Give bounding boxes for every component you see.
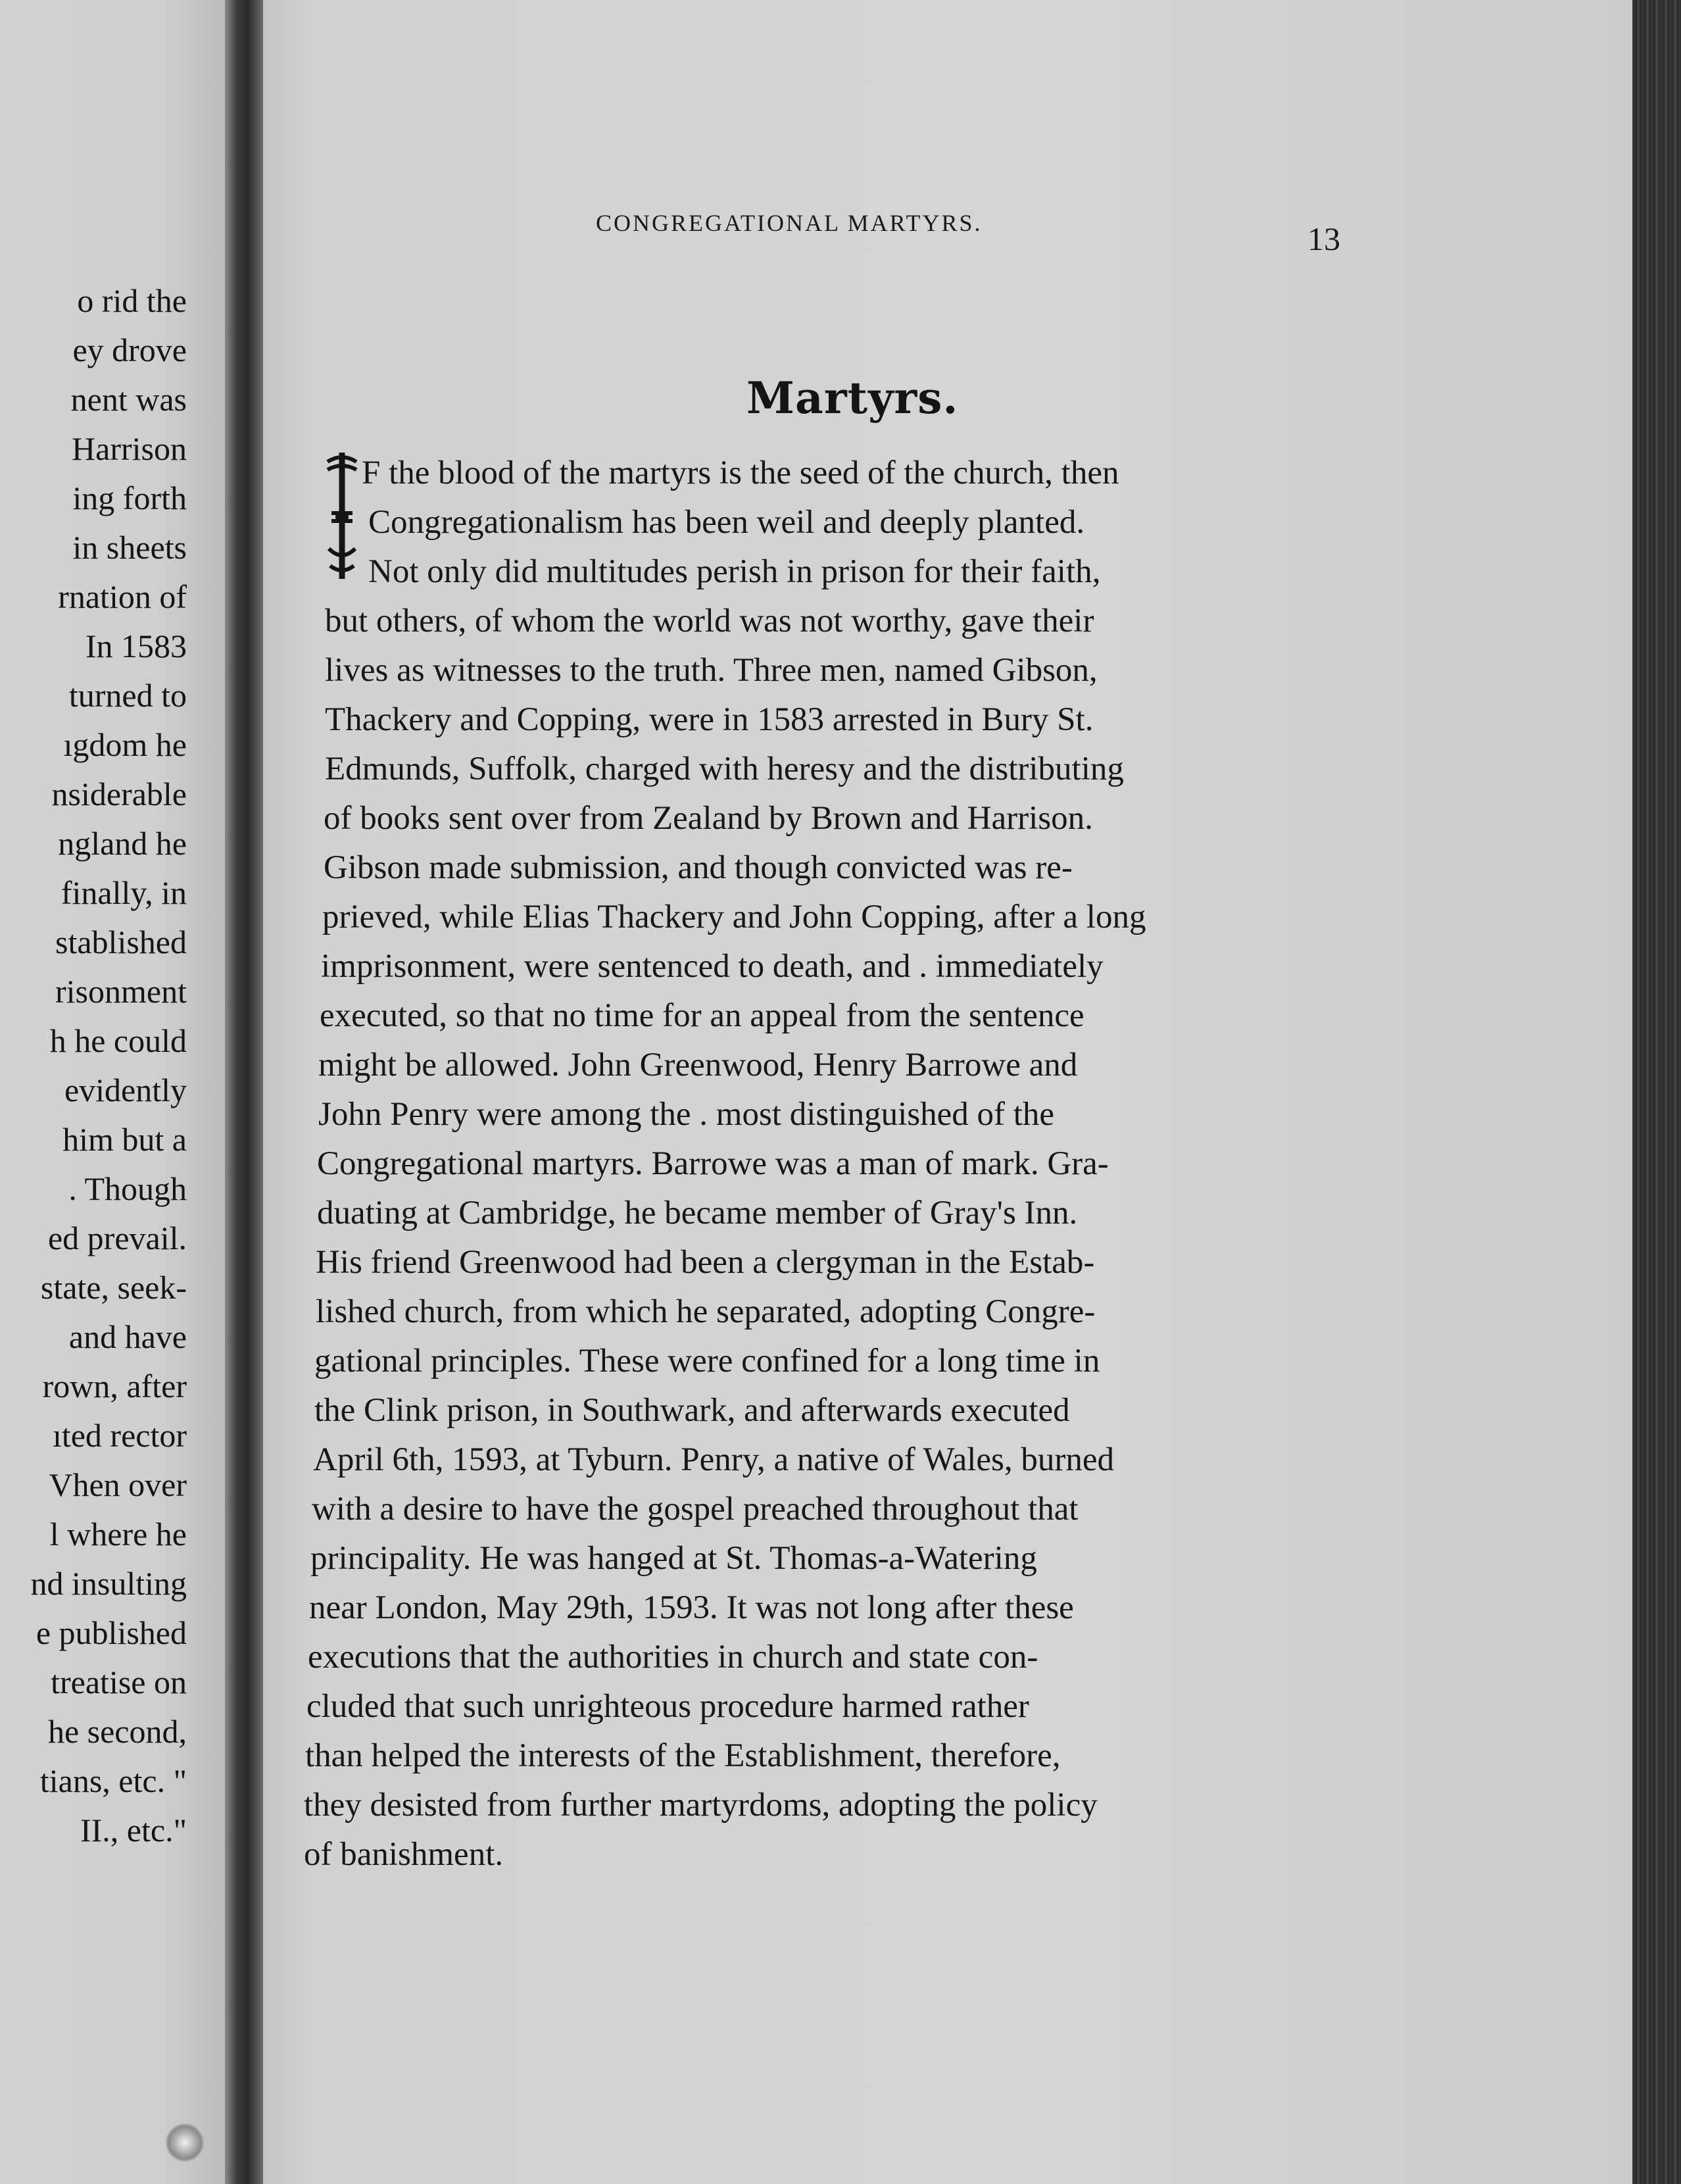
body-line: Congregational martyrs. Barrowe was a man of mark. Gra-	[317, 1145, 1109, 1182]
left-page-line: Vhen over	[49, 1466, 187, 1503]
left-page	[0, 0, 225, 2184]
left-page-line: h he could	[49, 1022, 187, 1059]
left-page-line: l where he	[49, 1516, 187, 1552]
body-line: but others, of whom the world was not worthy, gave their	[325, 603, 1094, 639]
body-line: of books sent over from Zealand by Brown and Harrison.	[324, 800, 1093, 837]
body-line: Gibson made submission, and though convicted was re-	[324, 849, 1073, 886]
left-page-line: nd insulting	[30, 1565, 187, 1602]
left-page-line: ey drove	[72, 332, 187, 368]
left-page-line: ıted rector	[52, 1417, 187, 1454]
body-line: F the blood of the martyrs is the seed of the church, then	[362, 455, 1119, 491]
body-line: cluded that such unrighteous procedure harmed rather	[306, 1688, 1029, 1725]
body-line: Edmunds, Suffolk, charged with heresy and the distributing	[325, 751, 1124, 787]
body-line: than helped the interests of the Establishment, therefore,	[305, 1737, 1061, 1774]
book-gutter	[225, 0, 263, 2184]
body-line: April 6th, 1593, at Tyburn. Penry, a native of Wales, burned	[313, 1441, 1114, 1478]
left-page-line: nsiderable	[51, 776, 187, 812]
left-page-line: and have	[68, 1318, 187, 1355]
ornamental-drop-cap-i-icon	[322, 450, 362, 582]
page-number: 13	[1307, 220, 1340, 257]
left-page-line: him but a	[62, 1121, 187, 1158]
left-page-line: ngland he	[58, 825, 187, 862]
left-page-line: . Though	[68, 1170, 187, 1207]
running-head: CONGREGATIONAL MARTYRS.	[596, 210, 983, 236]
left-page-line: tians, etc. "	[39, 1762, 187, 1799]
left-page-line: rown, after	[42, 1368, 187, 1404]
body-line: might be allowed. John Greenwood, Henry Barrowe and	[318, 1047, 1078, 1083]
body-line: prieved, while Elias Thackery and John Copping, after a long	[322, 899, 1146, 935]
left-page-line: turned to	[68, 677, 187, 714]
body-line: near London, May 29th, 1593. It was not long after these	[309, 1589, 1074, 1626]
left-page-line: Harrison	[72, 430, 187, 467]
body-line: the Clink prison, in Southwark, and afterwards executed	[314, 1392, 1070, 1429]
body-line: of banishment.	[304, 1836, 504, 1873]
left-page-line: o rid the	[77, 282, 187, 319]
left-page-line: treatise on	[51, 1664, 187, 1700]
body-line: executed, so that no time for an appeal from the sentence	[320, 997, 1084, 1034]
left-page-line: in sheets	[72, 529, 187, 566]
body-line: imprisonment, were sentenced to death, and . immediately	[321, 948, 1104, 985]
left-page-line: state, seek-	[40, 1269, 187, 1306]
body-line: lives as witnesses to the truth. Three men, named Gibson,	[325, 652, 1098, 689]
body-line: gational principles. These were confined for a long time in	[314, 1343, 1100, 1379]
left-page-line: ıgdom he	[63, 726, 187, 763]
body-line: Not only did multitudes perish in prison for their faith,	[368, 553, 1101, 590]
left-page-line: e published	[36, 1614, 187, 1651]
body-line: they desisted from further martyrdoms, adopting the policy	[304, 1787, 1098, 1824]
left-page-line: ing forth	[72, 480, 187, 516]
section-heading: Martyrs.	[746, 372, 959, 424]
body-line: lished church, from which he separated, adopting Congre-	[316, 1293, 1096, 1330]
left-page-line: finally, in	[61, 874, 187, 911]
body-line: duating at Cambridge, he became member of Gray's Inn.	[317, 1195, 1078, 1231]
left-page-line: evidently	[64, 1072, 187, 1108]
body-line: Thackery and Copping, were in 1583 arrested in Bury St.	[325, 701, 1094, 738]
left-page-line: risonment	[55, 973, 187, 1010]
left-page-line: ed prevail.	[47, 1220, 187, 1256]
left-page-line: stablished	[55, 924, 187, 960]
left-page-line: In 1583	[85, 628, 187, 664]
left-page-line: nent was	[70, 381, 187, 418]
body-line: executions that the authorities in church and state con-	[308, 1639, 1038, 1675]
scan-blemish	[166, 2123, 204, 2162]
body-line: Congregationalism has been weil and deeply planted.	[368, 504, 1085, 541]
page-edges	[1632, 0, 1681, 2184]
body-line: principality. He was hanged at St. Thomas-a-Watering	[310, 1540, 1037, 1577]
body-line: with a desire to have the gospel preached throughout that	[312, 1491, 1079, 1527]
left-page-line: rnation of	[58, 578, 187, 615]
body-line: His friend Greenwood had been a clergyman in the Estab-	[316, 1244, 1095, 1281]
left-page-line: he second,	[47, 1713, 187, 1750]
body-line: John Penry were among the . most distinguished of the	[318, 1096, 1055, 1133]
left-page-line: II., etc."	[80, 1812, 187, 1849]
